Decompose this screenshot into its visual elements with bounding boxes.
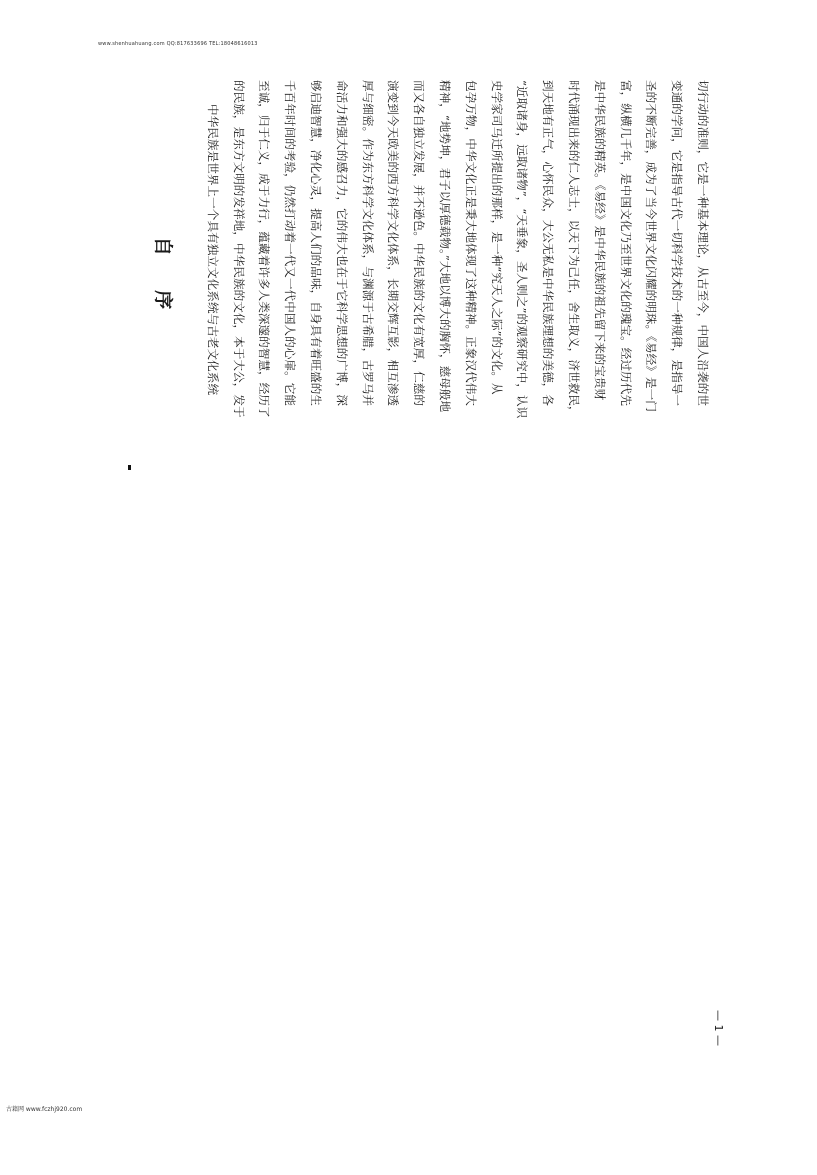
preface-line: 史学家司马迁所提出的那样，是一种“究天人之际”的文化。从 [489,80,504,395]
preface-line: 是中华民族的精英。《易经》是中华民族的祖先留下来的宝贵财 [592,80,607,401]
preface-line: 变通的学问，它是指导古代一切科学技术的一种规律，是指导一 [670,80,685,407]
preface-line: “近取诸身，远取诸物”，“天垂象，圣人则之”的观察研究中，认识 [515,80,530,419]
preface-line: 命活力和强大的感召力，它的伟大也在于它科学思想的广博，深 [334,80,349,407]
preface-line: 千百年时间的考验，仍然打动着一代又一代中国人的心扉。它能 [283,80,298,407]
preface-line: 到天地有正气，心怀民众，大公无私是中华民族理想的美德，各 [541,80,556,407]
preface-line: 切行动的准则，它是一种基本理论，从古至今，中国人沿袭的世 [696,80,710,407]
preface-line: 至诚，归于仁义，成于力行，蕴藏着许多人类深邃的智慧，经历了 [257,80,272,418]
preface-line: 圣的不断完善，成为了当今世界文化闪耀的明珠。《易经》是一门 [644,80,659,412]
footer-site: 古籍网 www.fczhj920.com [6,1106,83,1113]
preface-line: 精神，“地势坤，君子以厚德载物。”大地以博大的胸怀，慈母般地 [438,80,452,413]
preface-line: 而又各自独立发展，并不逊色。中华民族的文化有宽厚，仁慈的 [412,80,427,407]
page-title: 自 序 [152,236,174,324]
preface-line: 富，纵横几千年，是中国文化乃至世界文化的瑰宝。经过历代先 [618,80,633,407]
page-number-wrap [714,1010,734,1070]
preface-line: 时代涌现出来的仁人志士，以天下为己任，舍生取义，济世救民， [567,80,581,418]
rotated-page [152,80,710,1175]
preface-body [205,80,710,490]
preface-line: 演变到今天欧美的西方科学文化体系，长期交辉互影，相互渗透 [386,80,401,407]
preface-line: 厚与细密。作为东方科学文化体系，与渊源于古希腊，古罗马并 [360,80,375,407]
page-number: — 1 — [712,1010,725,1046]
scan-speck [128,465,131,470]
preface-line: 包孕万物，中华文化正是秉大地体现了这种精神。正象汉代伟大 [463,80,478,407]
preface-line: 的民族，是东方文明的发祥地，中华民族的文化，本于大公，发于 [231,80,246,418]
header-contact: www.shenhuahuang.com QQ:817633696 TEL:18048616013 [98,41,258,47]
preface-line: 中华民族是世界上一个具有独立文化系统与古老文化系统 [205,104,220,396]
preface-line: 够启迪智慧，净化心灵，提高人们的品味，自身具有着旺盛的生 [309,80,323,407]
